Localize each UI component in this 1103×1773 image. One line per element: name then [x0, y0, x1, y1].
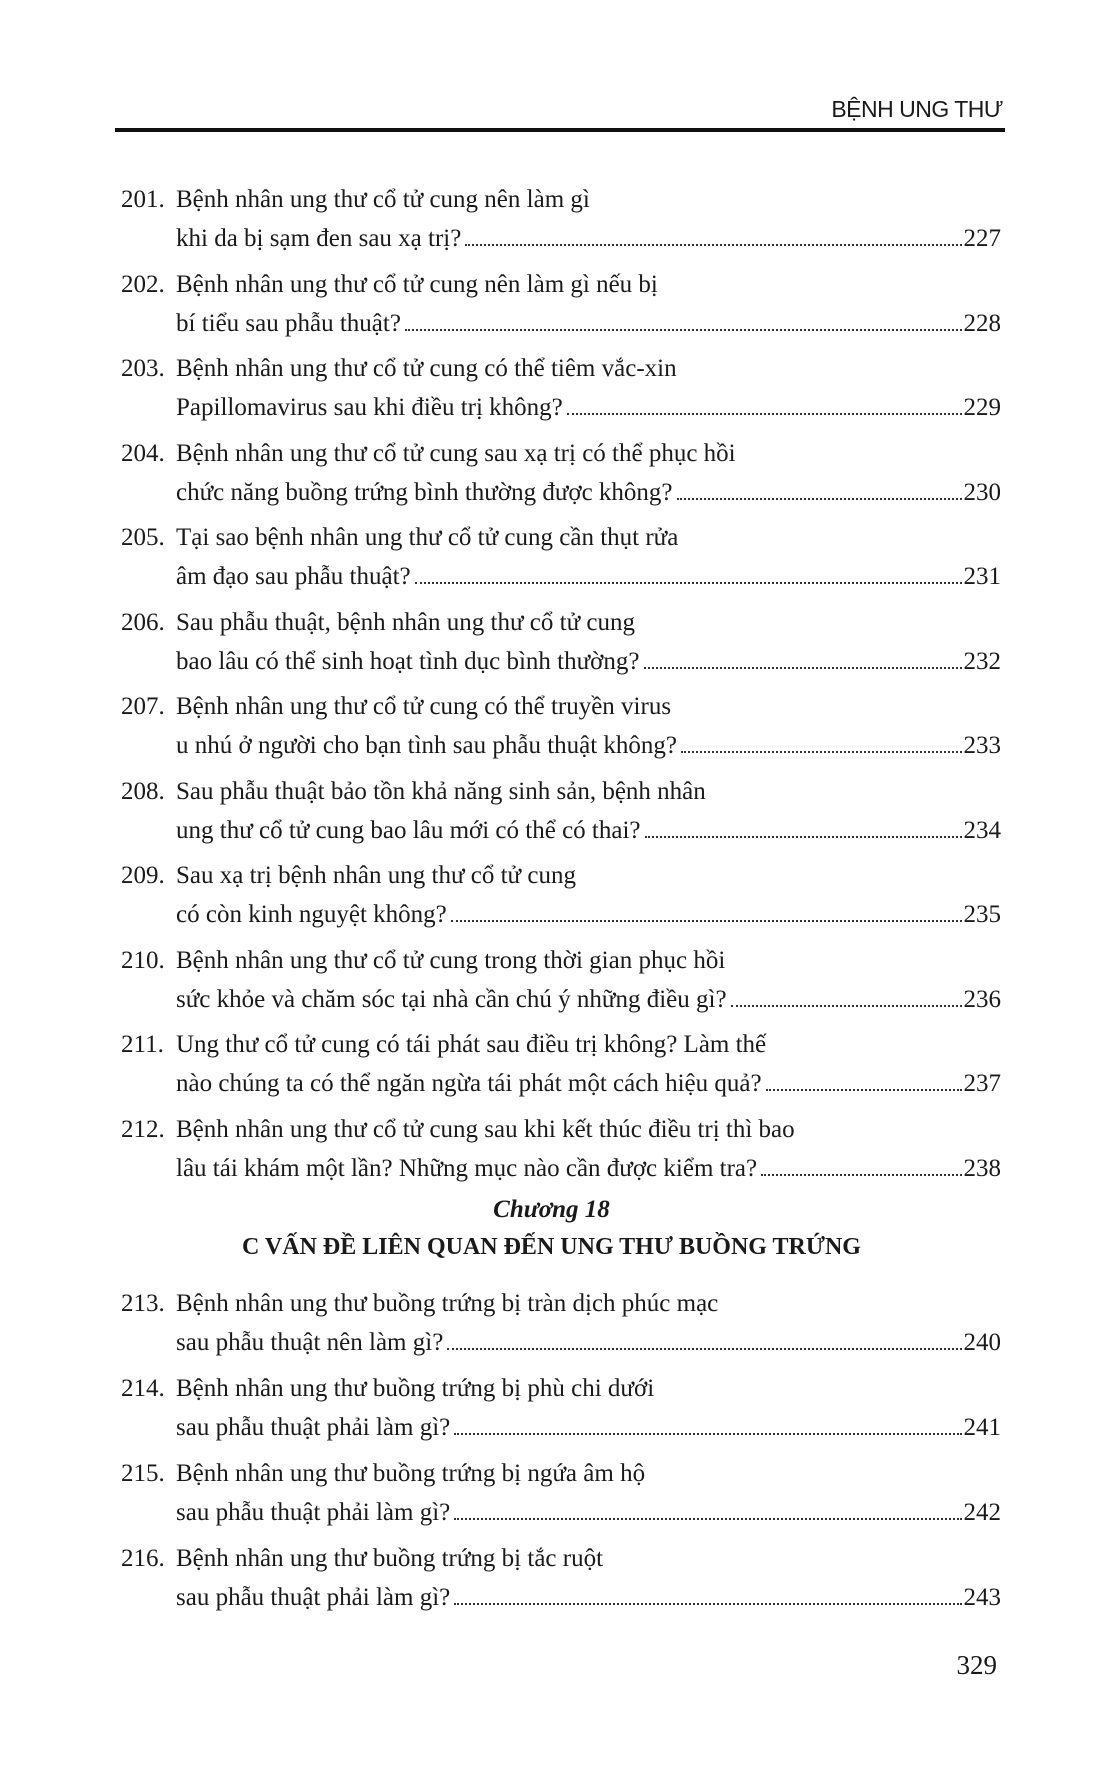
entry-title-line1: Bệnh nhân ung thư cổ tử cung sau khi kết thúc điều trị thì bao — [176, 1115, 795, 1143]
entry-title-line2: sau phẫu thuật nên làm gì? — [176, 1329, 444, 1356]
entry-title-line2: u nhú ở người cho bạn tình sau phẫu thuật không? — [176, 732, 678, 759]
entry-number: 204. — [121, 439, 165, 467]
page-number: 329 — [956, 1650, 997, 1680]
chapter-title: C VẤN ĐỀ LIÊN QUAN ĐẾN UNG THƯ BUỒNG TRỨNG — [242, 1234, 861, 1260]
entry-number: 210. — [121, 946, 165, 974]
entry-title-line1: Bệnh nhân ung thư buồng trứng bị phù chi dưới — [176, 1375, 655, 1402]
toc-entry — [121, 1369, 1001, 1447]
entry-title-line2: sau phẫu thuật phải làm gì? — [176, 1499, 451, 1526]
entry-page: 231 — [963, 563, 1001, 590]
entry-page: 232 — [963, 647, 1001, 675]
entry-title-line1: Tại sao bệnh nhân ung thư cổ tử cung cần thụt rửa — [176, 524, 679, 551]
entry-title-line2: bao lâu có thể sinh hoạt tình dục bình thường? — [176, 647, 640, 675]
entry-title-line2: sau phẫu thuật phải làm gì? — [176, 1414, 451, 1441]
entry-title-line2: sức khỏe và chăm sóc tại nhà cần chú ý những điều gì? — [176, 985, 727, 1013]
entry-title-line2: có còn kinh nguyệt không? — [176, 901, 447, 928]
entry-number: 207. — [121, 693, 165, 720]
entry-page: 238 — [963, 1154, 1001, 1182]
toc-entry — [121, 265, 1001, 343]
entry-page: 233 — [963, 732, 1001, 759]
entry-page: 240 — [963, 1329, 1001, 1356]
dot-leader — [677, 498, 962, 500]
toc-entry — [121, 1284, 1001, 1362]
dot-leader — [567, 413, 962, 415]
entry-page: 237 — [963, 1070, 1001, 1097]
entry-number: 208. — [121, 777, 165, 805]
dot-leader — [454, 1603, 961, 1605]
entry-title-line1: Bệnh nhân ung thư cổ tử cung có thể tiêm vắc-xin — [176, 355, 677, 382]
entry-title-line1: Bệnh nhân ung thư buồng trứng bị ngứa âm hộ — [176, 1460, 646, 1487]
dot-leader — [761, 1174, 961, 1176]
entry-number: 203. — [121, 355, 165, 382]
dot-leader — [451, 920, 962, 922]
entry-title-line2: Papillomavirus sau khi điều trị không? — [176, 394, 563, 421]
entry-page: 227 — [963, 225, 1001, 252]
toc-entry — [121, 687, 1001, 765]
entry-page: 235 — [963, 901, 1001, 928]
toc-entry — [121, 1025, 1001, 1103]
entry-page: 243 — [963, 1584, 1001, 1611]
dot-leader — [415, 582, 962, 584]
dot-leader — [645, 836, 962, 838]
entry-title-line1: Bệnh nhân ung thư cổ tử cung sau xạ trị có thể phục hồi — [176, 439, 736, 467]
toc-entry — [121, 518, 1001, 596]
chapter-label: Chương 18 — [493, 1196, 610, 1223]
toc-entry — [121, 603, 1001, 681]
dot-leader — [731, 1005, 962, 1007]
entry-title-line2: âm đạo sau phẫu thuật? — [176, 563, 411, 590]
entry-page: 234 — [963, 816, 1001, 844]
entry-number: 213. — [121, 1290, 165, 1317]
entry-number: 202. — [121, 270, 165, 298]
entry-page: 241 — [963, 1414, 1001, 1441]
entry-title-line2: nào chúng ta có thể ngăn ngừa tái phát một cách hiệu quả? — [176, 1070, 762, 1097]
entry-title-line1: Bệnh nhân ung thư cổ tử cung nên làm gì nếu bị — [176, 270, 658, 298]
dot-leader — [681, 751, 961, 753]
entry-title-line1: Sau phẫu thuật bảo tồn khả năng sinh sản, bệnh nhân — [176, 777, 706, 805]
entry-title-line1: Bệnh nhân ung thư buồng trứng bị tràn dịch phúc mạc — [176, 1290, 719, 1317]
header-rule — [115, 128, 1005, 132]
dot-leader — [405, 329, 962, 331]
toc-entry — [121, 1110, 1001, 1188]
dot-leader — [447, 1348, 961, 1350]
dot-leader — [766, 1089, 962, 1091]
entry-number: 209. — [121, 862, 165, 889]
entry-title-line2: sau phẫu thuật phải làm gì? — [176, 1584, 451, 1611]
entry-title-line2: chức năng buồng trứng bình thường được không? — [176, 478, 673, 506]
toc-entry — [121, 180, 1001, 258]
entry-title-line2: khi da bị sạm đen sau xạ trị? — [176, 225, 462, 252]
entry-title-line1: Bệnh nhân ung thư cổ tử cung nên làm gì — [176, 186, 590, 213]
entry-number: 214. — [121, 1375, 165, 1402]
entry-title-line2: bí tiểu sau phẫu thuật? — [176, 309, 401, 337]
toc-entry — [121, 1454, 1001, 1532]
entry-number: 212. — [121, 1115, 165, 1143]
entry-number: 215. — [121, 1460, 165, 1487]
entry-title-line1: Sau xạ trị bệnh nhân ung thư cổ tử cung — [176, 862, 576, 889]
toc-entry — [121, 434, 1001, 512]
entry-page: 230 — [963, 478, 1001, 506]
entry-title-line2: ung thư cổ tử cung bao lâu mới có thể có thai? — [176, 816, 641, 844]
dot-leader — [454, 1433, 961, 1435]
entry-title-line1: Bệnh nhân ung thư buồng trứng bị tắc ruột — [176, 1545, 604, 1572]
dot-leader — [465, 244, 961, 246]
dot-leader — [454, 1518, 961, 1520]
running-header: BỆNH UNG THƯ — [831, 96, 1003, 122]
toc-entry — [121, 772, 1001, 850]
toc-entry — [121, 856, 1001, 934]
entry-page: 242 — [963, 1499, 1001, 1526]
entry-page: 229 — [963, 394, 1001, 421]
entry-number: 216. — [121, 1545, 165, 1572]
toc-entry — [121, 1539, 1001, 1617]
entry-title-line1: Sau phẫu thuật, bệnh nhân ung thư cổ tử cung — [176, 608, 635, 636]
entry-title-line1: Ung thư cổ tử cung có tái phát sau điều trị không? Làm thế — [176, 1031, 767, 1058]
entry-number: 206. — [121, 608, 165, 636]
dot-leader — [644, 667, 962, 669]
toc-entry — [121, 349, 1001, 427]
entry-page: 228 — [963, 309, 1001, 337]
entry-number: 211. — [121, 1031, 164, 1058]
entry-title-line1: Bệnh nhân ung thư cổ tử cung trong thời gian phục hồi — [176, 946, 726, 974]
entry-number: 205. — [121, 524, 165, 551]
entry-title-line1: Bệnh nhân ung thư cổ tử cung có thể truyền virus — [176, 693, 672, 720]
toc-entry — [121, 941, 1001, 1019]
entry-title-line2: lâu tái khám một lần? Những mục nào cần được kiểm tra? — [176, 1154, 758, 1182]
entry-page: 236 — [963, 985, 1001, 1013]
entry-number: 201. — [121, 186, 165, 213]
